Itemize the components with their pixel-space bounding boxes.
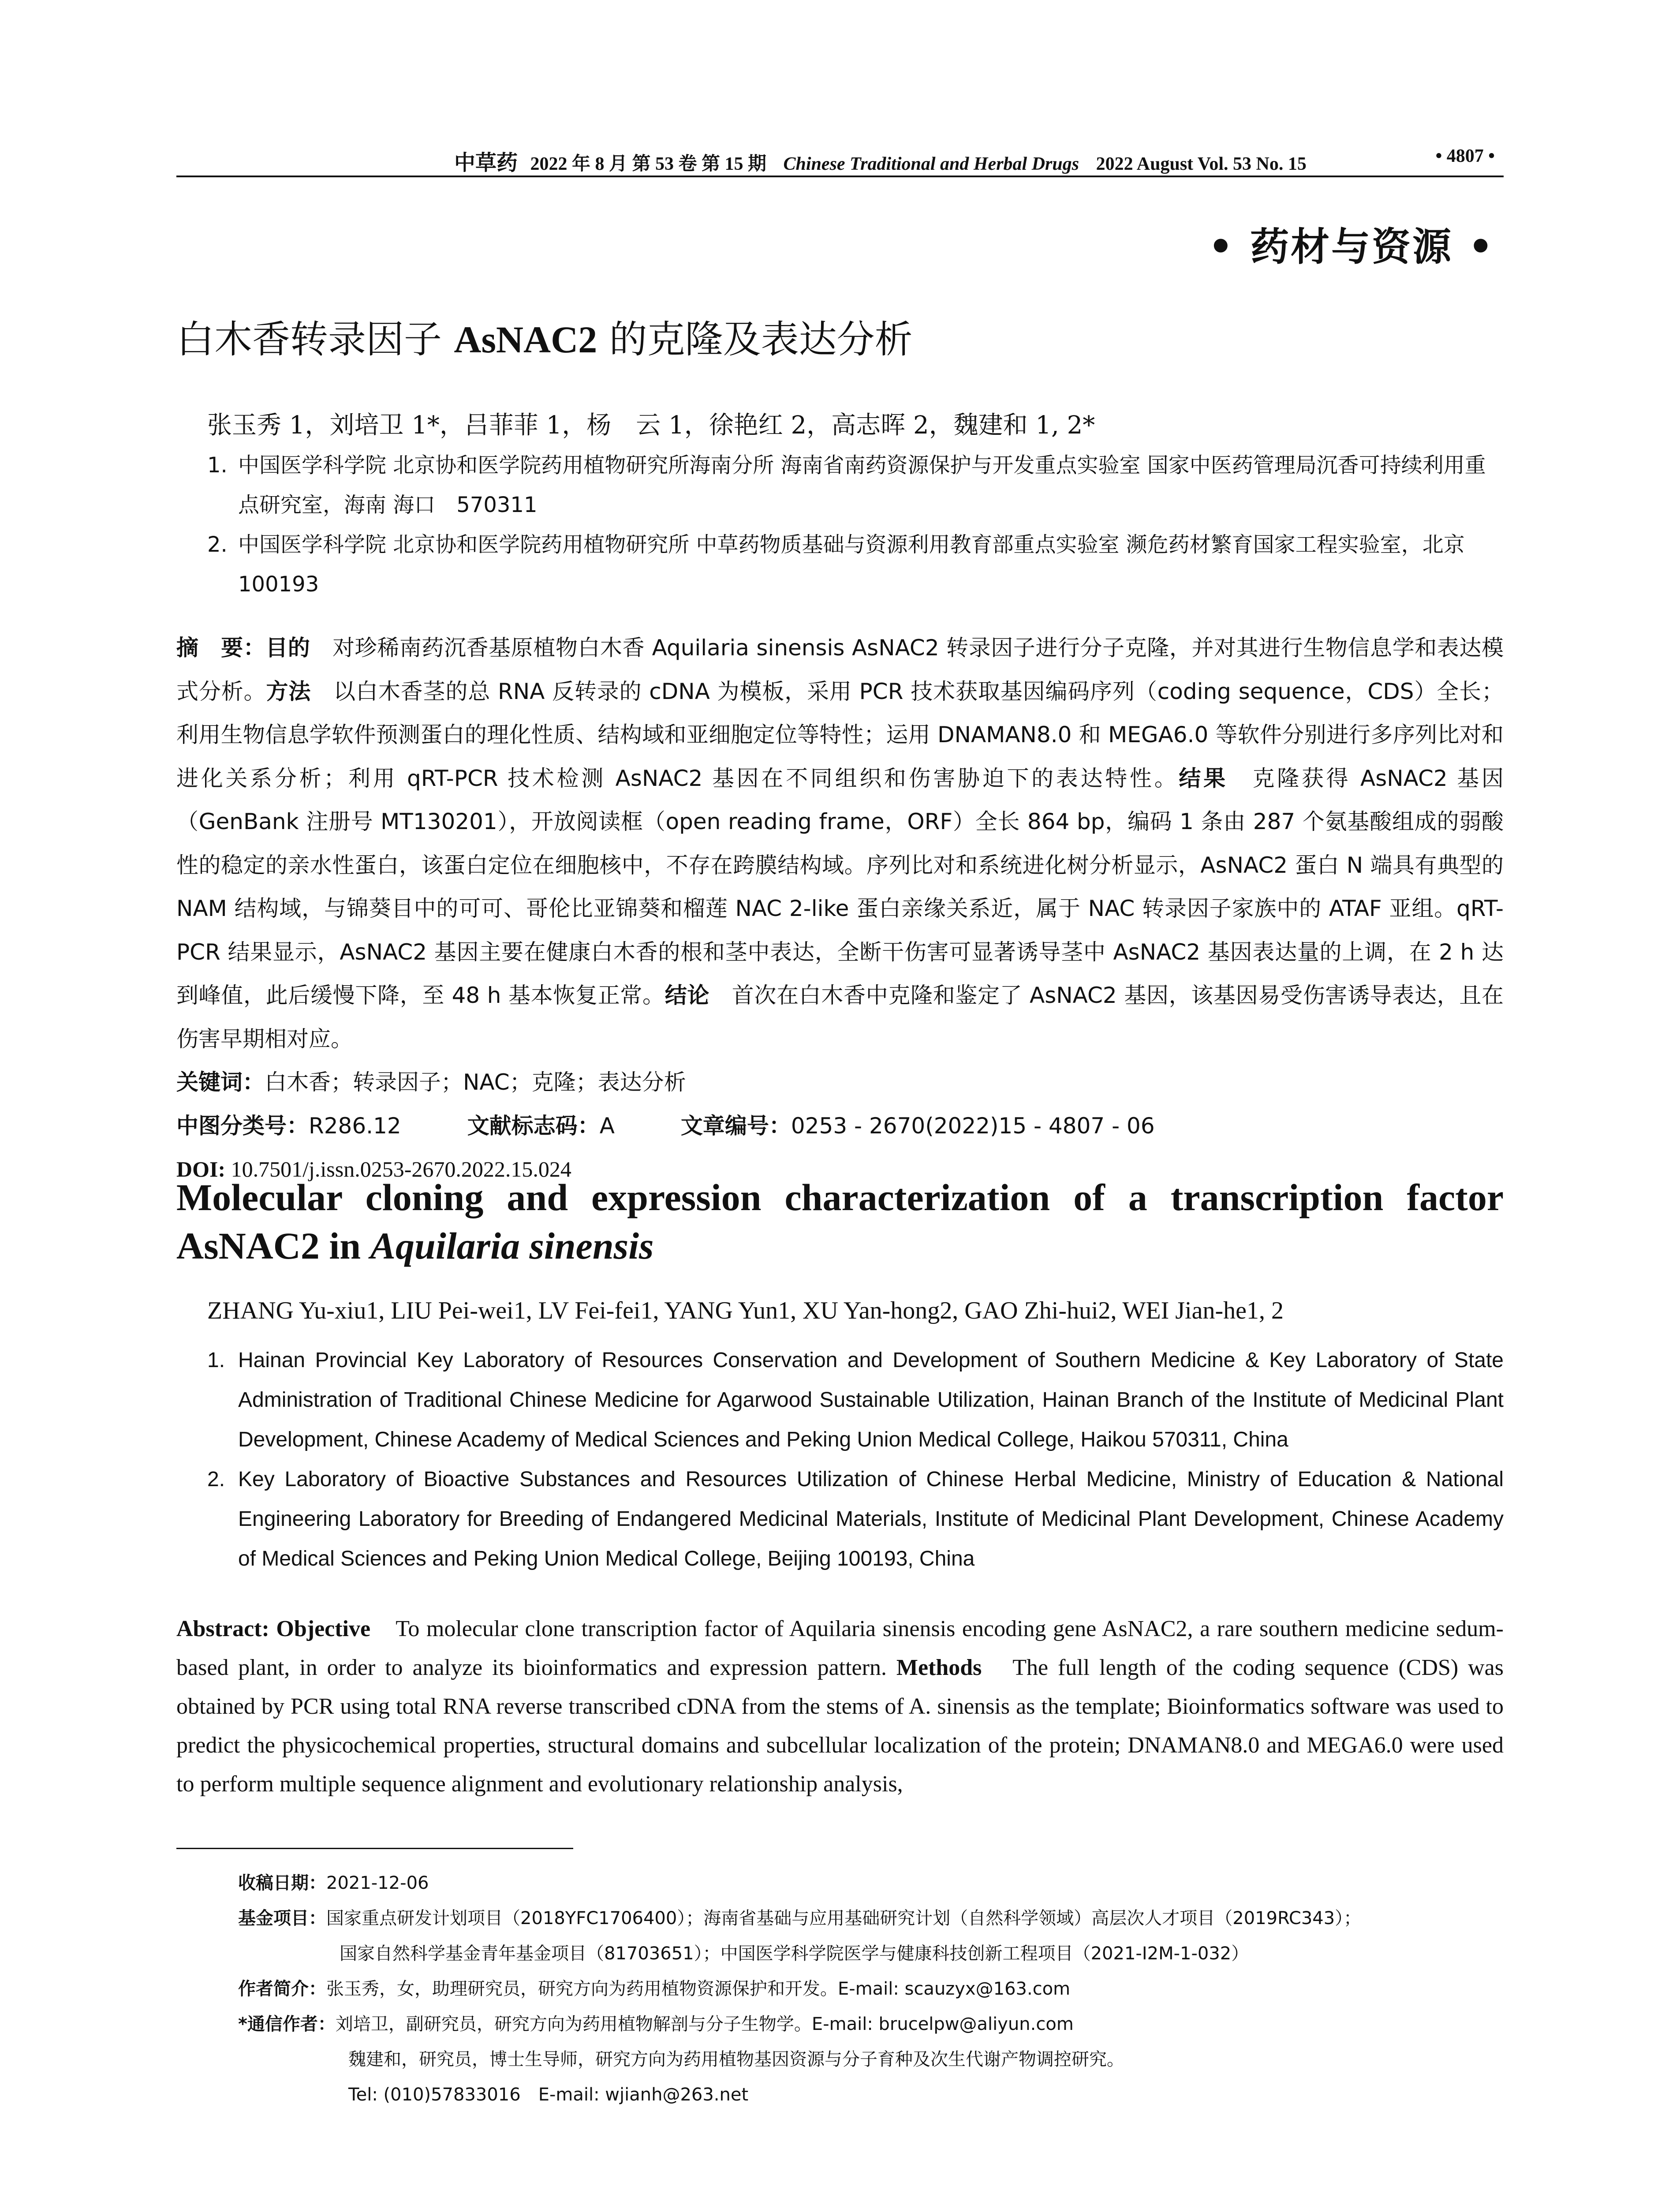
doc-code-value: A <box>599 1113 615 1139</box>
abstract-english <box>176 1610 1504 1804</box>
authors-english: ZHANG Yu-xiu1, LIU Pei-wei1, LV Fei-fei1, YANG Yun1, XU Yan-hong2, GAO Zhi-hui2, WEI Jian-he1, 2 <box>207 1297 1284 1324</box>
affiliation-number: 2. <box>207 1468 225 1491</box>
fund-text-1: 国家重点研发计划项目（2018YFC1706400）；海南省基础与应用基础研究计划（自然科学领域）高层次人才项目（2019RC343）； <box>326 1908 1362 1928</box>
title-chinese <box>176 309 913 363</box>
corr-text-3: Tel: (010)57833016 E-mail: wjianh@263.net <box>348 2085 749 2105</box>
methods-label: 方法 <box>266 678 311 704</box>
doc-code-label: 文献标志码： <box>467 1113 600 1139</box>
objective-label: 目的 <box>265 635 310 661</box>
affiliation-en-1 <box>207 1341 1504 1460</box>
authors-chinese: 张玉秀 1，刘培卫 1*，吕菲菲 1，杨 云 1，徐艳红 2，高志晖 2，魏建和 1, 2* <box>207 411 1095 440</box>
affiliation-text: Key Laboratory of Bioactive Substances and Resources Utilization of Chinese Herbal Medicine, Ministry of Education & National Engineering Laboratory for Breeding of Endangered Medicinal Materials, Institute of Medicinal Plant Development, Chinese Academy of Medical Sciences and Peking Union Medical College, Beijing 100193, China <box>238 1468 1504 1570</box>
header-divider <box>176 176 1504 177</box>
clc-value: R286.12 <box>309 1113 401 1139</box>
title-cn-prefix: 白木香转录因子 <box>176 318 454 362</box>
title-cn-gene: AsNAC2 <box>454 318 597 361</box>
doi-link[interactable]: 10.7501/j.issn.0253-2670.2022.15.024 <box>231 1157 571 1181</box>
affiliation-cn-1 <box>207 445 1486 525</box>
footnote-received <box>238 1865 1504 1901</box>
footnote-divider <box>176 1848 573 1849</box>
running-header <box>176 141 1504 176</box>
footnote-fund <box>238 1901 1504 1971</box>
results-text: 克隆获得 AsNAC2 基因（GenBank 注册号 MT130201），开放阅读框（open reading frame，ORF）全长 864 bp，编码 1 条由 287 个氨基酸组成的弱酸性的稳定的亲水性蛋白，该蛋白定位在细胞核中，不存在跨膜结构域。序列比对和系统进化树分析显示，AsNAC2 蛋白 N 端具有典型的 NAM 结构域，与锦葵目中的可可、哥伦比亚锦葵和榴莲 NAC 2-like 蛋白亲缘关系近，属于 NAC 转录因子家族中的 ATAF 亚组。qRT-PCR 结果显示，AsNAC2 基因主要在健康白木香的根和茎中表达，全断干伤害可显著诱导茎中 AsNAC2 基因表达量的上调，在 2 h 达到峰值，此后缓慢下降，至 48 h 基本恢复正常。 <box>176 765 1504 1008</box>
journal-name-en: Chinese Traditional and Herbal Drugs <box>783 154 1079 174</box>
conclusion-text: 首次在白木香中克隆和鉴定了 AsNAC2 基因，该基因易受伤害诱导表达，且在伤害早期相对应。 <box>176 983 1504 1052</box>
keywords-line <box>176 1061 1504 1104</box>
footnote-corresponding <box>238 2007 1504 2112</box>
affiliation-en-2 <box>207 1460 1504 1579</box>
fund-text-2: 国家自然科学基金青年基金项目（81703651）；中国医学科学院医学与健康科技创新工程项目（2021-I2M-1-032） <box>340 1943 1249 1964</box>
clc-label: 中图分类号： <box>176 1113 309 1139</box>
abstract-cn-body <box>176 626 1504 1061</box>
keywords-value: 白木香；转录因子；NAC；克隆；表达分析 <box>265 1069 686 1095</box>
bio-text: 张玉秀，女，助理研究员，研究方向为药用植物资源保护和开发。E-mail: scauzyx@163.com <box>326 1979 1071 1999</box>
affiliation-text: 中国医学科学院 北京协和医学院药用植物研究所 中草药物质基础与资源利用教育部重点实验室 濒危药材繁育国家工程实验室，北京 100193 <box>238 532 1486 597</box>
received-date: 2021-12-06 <box>326 1873 429 1893</box>
issue-en: 2022 August Vol. 53 No. 15 <box>1096 154 1307 174</box>
page-number: • 4807 • <box>1435 146 1495 166</box>
abstract-en-objective: To molecular clone transcription factor of Aquilaria sinensis encoding gene AsNAC2, a rare southern medicine sedum-based plant, in order to analyze its bioinformatics and expression pattern. <box>176 1616 1504 1680</box>
title-english <box>176 1173 1504 1270</box>
doi-label: DOI: <box>176 1157 226 1181</box>
title-cn-suffix: 的克隆及表达分析 <box>597 318 913 362</box>
affiliation-text: Hainan Provincial Key Laboratory of Resources Conservation and Development of Southern Medicine & Key Laboratory of State Administration of Traditional Chinese Medicine for Agarwood Sustainable Utilization, Hainan Branch of the Institute of Medicinal Plant Development, Chinese Academy of Medical Sciences and Peking Union Medical College, Haikou 570311, China <box>238 1349 1504 1451</box>
title-en-species: Aquilaria sinensis <box>370 1225 654 1267</box>
abstract-chinese <box>176 626 1504 1191</box>
keywords-label: 关键词： <box>176 1069 265 1095</box>
abstract-en-methods: The full length of the coding sequence (CDS) was obtained by PCR using total RNA reverse transcribed cDNA from the stems of A. sinensis as the template; Bioinformatics software was used to predict the physicochemical properties, structural domains and subcellular localization of the protein; DNAMAN8.0 and MEGA6.0 were used to perform multiple sequence alignment and evolutionary relationship analysis, <box>176 1655 1504 1797</box>
methods-text: 以白木香茎的总 RNA 反转录的 cDNA 为模板，采用 PCR 技术获取基因编码序列（coding sequence，CDS）全长；利用生物信息学软件预测蛋白的理化性质、结构域和亚细胞定位等特性；运用 DNAMAN8.0 和 MEGA6.0 等软件分别进行多序列比对和进化关系分析；利用 qRT-PCR 技术检测 AsNAC2 基因在不同组织和伤害胁迫下的表达特性。 <box>176 678 1504 791</box>
journal-name: 中草药 <box>454 151 518 175</box>
article-no-value: 0253 - 2670(2022)15 - 4807 - 06 <box>791 1113 1155 1139</box>
affiliation-number: 1. <box>207 1349 225 1372</box>
received-label: 收稿日期： <box>238 1873 326 1893</box>
footnote-bio <box>238 1971 1504 2007</box>
fund-label: 基金项目： <box>238 1908 326 1928</box>
abstract-en-methods-label: Methods <box>896 1655 982 1680</box>
corr-text-1: 刘培卫，副研究员，研究方向为药用植物解剖与分子生物学。E-mail: brucelpw@aliyun.com <box>335 2014 1074 2034</box>
affiliation-number: 1. <box>207 453 228 478</box>
objective-text: 对珍稀南药沉香基原植物白木香 Aquilaria sinensis AsNAC2 转录因子进行分子克隆，并对其进行生物信息学和表达模式分析。 <box>176 635 1504 704</box>
classification-line <box>176 1104 1504 1148</box>
results-label: 结果 <box>1179 765 1228 791</box>
section-label: • 药材与资源 • <box>1208 224 1495 269</box>
footnotes <box>238 1865 1504 2112</box>
bio-label: 作者简介： <box>238 1979 326 1999</box>
corr-label: *通信作者： <box>238 2014 336 2034</box>
abstract-en-label: Abstract: Objective <box>176 1616 371 1641</box>
affiliation-cn-2 <box>207 525 1486 604</box>
corr-text-2: 魏建和，研究员，博士生导师，研究方向为药用植物基因资源与分子育种及次生代谢产物调控研究。 <box>348 2049 1124 2070</box>
article-no-label: 文章编号： <box>680 1113 791 1139</box>
abstract-cn-label: 摘 要： <box>176 635 266 661</box>
conclusion-label: 结论 <box>665 983 710 1008</box>
title-en-main: Molecular cloning and expression characterization of a transcription factor AsNAC2 in <box>176 1176 1504 1267</box>
affiliation-text: 中国医学科学院 北京协和医学院药用植物研究所海南分所 海南省南药资源保护与开发重点实验室 国家中医药管理局沉香可持续利用重点研究室，海南 海口 570311 <box>238 453 1486 517</box>
issue-cn: 2022 年 8 月 第 53 卷 第 15 期 <box>530 154 767 174</box>
affiliation-number: 2. <box>207 532 228 557</box>
